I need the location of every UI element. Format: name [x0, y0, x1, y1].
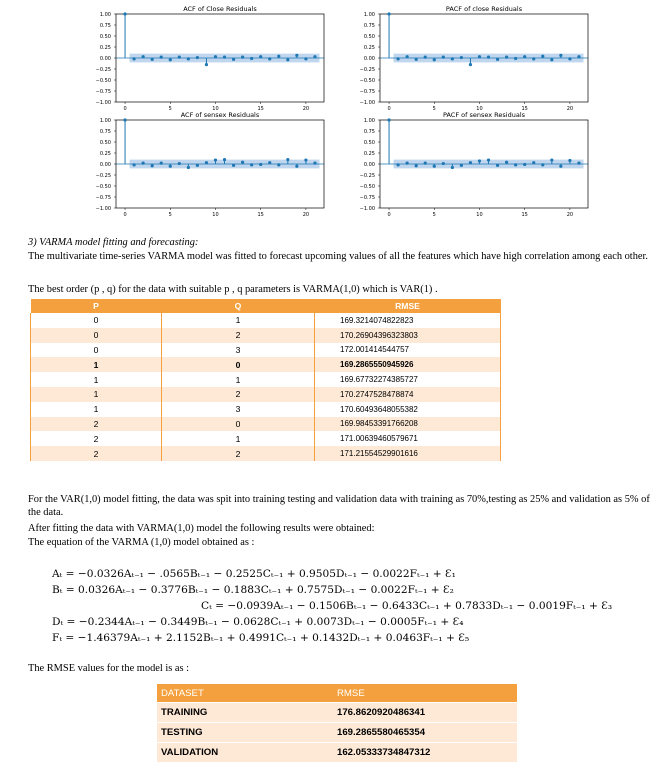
lag-marker	[223, 158, 226, 161]
lag-marker	[151, 164, 154, 167]
y-tick-label: 0.50	[99, 33, 111, 40]
lag-marker	[304, 57, 307, 60]
lag-marker	[532, 57, 535, 60]
lag-marker	[151, 58, 154, 61]
table-row	[31, 431, 501, 446]
table-row	[157, 723, 517, 743]
lag-marker	[577, 162, 580, 165]
lag-marker	[541, 163, 544, 166]
lag-marker	[304, 158, 307, 161]
paragraph-rmse-intro: The RMSE values for the model is as :	[28, 663, 190, 674]
lag-marker	[286, 58, 289, 61]
y-tick-label: 1.00	[363, 11, 375, 18]
dataset-name: VALIDATION	[157, 743, 333, 763]
x-tick-label: 15	[257, 106, 264, 112]
equation-d: Dₜ = −0.2344Aₜ₋₁ − 0.3449Bₜ₋₁ − 0.0628Cₜ₋₁ + 0.0073Dₜ₋₁ − 0.0005Fₜ₋₁ + Ɛ₄	[52, 616, 464, 628]
rmse-cell: 170.2747528478874	[315, 387, 501, 402]
dataset-rmse: 162.05333734847312	[333, 743, 517, 763]
lag-marker	[232, 58, 235, 61]
lag-marker	[295, 54, 298, 57]
lag-marker	[433, 58, 436, 61]
lag-marker	[387, 12, 390, 15]
lag-marker	[277, 55, 280, 58]
y-tick-label: −0.75	[95, 88, 111, 95]
lag-marker	[550, 58, 553, 61]
x-tick-label: 20	[566, 212, 574, 218]
q-cell: 1	[162, 431, 315, 446]
lag-marker	[223, 56, 226, 59]
y-tick-label: 0.75	[363, 22, 375, 29]
rmse-cell: 170.60493648055382	[315, 402, 501, 417]
equation-c: Cₜ = −0.0939Aₜ₋₁ − 0.1506Bₜ₋₁ − 0.6433Cₜ₋₁ + 0.7833Dₜ₋₁ − 0.0019Fₜ₋₁ + Ɛ₃	[201, 600, 613, 612]
y-tick-label: −1.00	[359, 205, 375, 212]
lag-marker	[313, 162, 316, 165]
y-tick-label: 0.25	[99, 44, 111, 51]
rmse-cell: 169.98453391766208	[315, 417, 501, 432]
lag-marker	[187, 57, 190, 60]
x-tick-label: 0	[123, 106, 127, 112]
dataset-rmse: 169.2865580465354	[333, 723, 517, 743]
lag-marker	[478, 55, 481, 58]
table-row	[157, 743, 517, 763]
lag-marker	[241, 56, 244, 59]
lag-marker	[387, 118, 390, 121]
p-cell: 0	[31, 328, 162, 343]
table-row	[157, 703, 517, 723]
rmse-cell: 169.67732274385727	[315, 372, 501, 387]
chart-title: ACF of Close Residuals	[183, 5, 257, 13]
lag-marker	[250, 163, 253, 166]
lag-marker	[487, 56, 490, 59]
x-tick-label: 15	[521, 212, 528, 218]
q-cell: 2	[162, 387, 315, 402]
rmse-table-header	[157, 684, 517, 703]
x-tick-label: 0	[123, 212, 127, 218]
lag-marker	[196, 164, 199, 167]
table-row	[31, 402, 501, 417]
lag-marker	[132, 163, 135, 166]
lag-marker	[142, 162, 145, 165]
p-cell: 0	[31, 343, 162, 358]
correlogram-panel	[96, 111, 324, 218]
y-tick-label: 0.75	[99, 22, 111, 29]
x-tick-label: 10	[476, 212, 483, 218]
lag-marker	[277, 163, 280, 166]
lag-marker	[187, 166, 190, 169]
rmse-cell: 171.21554529901616	[315, 446, 501, 461]
y-tick-label: 0.00	[363, 55, 375, 62]
order-table-header	[31, 299, 501, 313]
y-tick-label: −0.50	[359, 77, 375, 84]
p-cell: 1	[31, 387, 162, 402]
lag-marker	[577, 55, 580, 58]
lag-marker	[550, 158, 553, 161]
lag-marker	[514, 163, 517, 166]
y-tick-label: 0.25	[363, 44, 375, 51]
y-tick-label: 1.00	[363, 117, 375, 124]
lag-marker	[214, 55, 217, 58]
lag-marker	[487, 158, 490, 161]
p-cell: 1	[31, 372, 162, 387]
lag-marker	[415, 58, 418, 61]
correlogram-figures	[0, 0, 660, 222]
y-tick-label: 0.75	[363, 128, 375, 135]
lag-marker	[232, 164, 235, 167]
correlogram-panel	[360, 5, 588, 112]
lag-marker	[559, 54, 562, 57]
lag-marker	[514, 57, 517, 60]
q-cell: 2	[162, 446, 315, 461]
section-title: 3) VARMA model fitting and forecasting:	[28, 237, 199, 248]
rmse-cell: 172.001414544757	[315, 343, 501, 358]
lag-marker	[460, 164, 463, 167]
paragraph-best-order: The best order (p , q) for the data with suitable p , q parameters is VARMA(1,0) which is VAR(1) .	[28, 284, 438, 295]
lag-marker	[415, 164, 418, 167]
x-tick-label: 5	[168, 212, 172, 218]
lag-marker	[505, 161, 508, 164]
chart-title: ACF of sensex Residuals	[180, 111, 260, 119]
lag-marker	[442, 162, 445, 165]
table-row	[31, 343, 501, 358]
table-row	[31, 313, 501, 328]
y-tick-label: 0.25	[363, 150, 375, 157]
chart-title: PACF of close Residuals	[445, 5, 523, 13]
lag-marker	[396, 163, 399, 166]
lag-marker	[433, 165, 436, 168]
p-cell: 0	[31, 313, 162, 328]
table-row	[31, 328, 501, 343]
lag-marker	[241, 161, 244, 164]
p-cell: 2	[31, 431, 162, 446]
lag-marker	[250, 57, 253, 60]
y-tick-label: 1.00	[99, 117, 111, 124]
lag-marker	[160, 56, 163, 59]
correlogram-panel	[360, 111, 588, 218]
y-tick-label: −1.00	[359, 99, 375, 106]
x-tick-label: 15	[257, 212, 264, 218]
q-cell: 3	[162, 402, 315, 417]
rmse-cell: 169.2865550945926	[315, 357, 501, 372]
x-tick-label: 5	[168, 106, 172, 112]
lag-marker	[442, 56, 445, 59]
header-dataset: DATASET	[157, 684, 333, 703]
table-row	[31, 357, 501, 372]
lag-marker	[568, 57, 571, 60]
y-tick-label: −0.75	[359, 88, 375, 95]
lag-marker	[523, 163, 526, 166]
rmse-cell: 170.26904396323803	[315, 328, 501, 343]
x-tick-label: 10	[212, 106, 219, 112]
lag-marker	[469, 161, 472, 164]
paragraph-split: For the VAR(1,0) model fitting, the data was spit into training testing and validation data with training as 70%,testing as 25% and validation as 5% of the data.	[28, 494, 650, 518]
lag-marker	[286, 158, 289, 161]
y-tick-label: −1.00	[95, 99, 111, 106]
correlogram-svg	[0, 0, 660, 222]
y-tick-label: −0.25	[95, 172, 111, 179]
lag-marker	[505, 56, 508, 59]
lag-marker	[559, 165, 562, 168]
x-tick-label: 0	[387, 212, 391, 218]
y-tick-label: −0.25	[359, 66, 375, 73]
table-row	[31, 372, 501, 387]
lag-marker	[541, 55, 544, 58]
x-tick-label: 15	[521, 106, 528, 112]
lag-marker	[214, 158, 217, 161]
lag-marker	[205, 161, 208, 164]
q-cell: 1	[162, 313, 315, 328]
y-tick-label: 0.75	[99, 128, 111, 135]
x-tick-label: 20	[302, 212, 310, 218]
header-rmse: RMSE	[315, 299, 501, 313]
q-cell: 1	[162, 372, 315, 387]
lag-marker	[460, 56, 463, 59]
p-cell: 1	[31, 357, 162, 372]
p-cell: 2	[31, 446, 162, 461]
order-rmse-table	[30, 299, 501, 461]
x-tick-label: 5	[432, 106, 436, 112]
lag-marker	[496, 58, 499, 61]
y-tick-label: 0.00	[363, 161, 375, 168]
lag-marker	[406, 162, 409, 165]
lag-marker	[142, 55, 145, 58]
equation-a: Aₜ = −0.0326Aₜ₋₁ − .0565Bₜ₋₁ − 0.2525Cₜ₋₁ + 0.9505Dₜ₋₁ − 0.0022Fₜ₋₁ + Ɛ₁	[52, 568, 456, 580]
header-rmse-value: RMSE	[333, 684, 517, 703]
paragraph-intro: The multivariate time-series VARMA model was fitted to forecast upcoming values of all the features which have high correlation among each other.	[28, 251, 648, 262]
lag-marker	[259, 55, 262, 58]
y-tick-label: −0.75	[95, 194, 111, 201]
lag-marker	[295, 165, 298, 168]
lag-marker	[568, 159, 571, 162]
x-tick-label: 20	[302, 106, 310, 112]
lag-marker	[169, 165, 172, 168]
lag-marker	[205, 63, 208, 66]
rmse-table	[157, 684, 517, 763]
lag-marker	[424, 162, 427, 165]
paragraph-equation-intro: The equation of the VARMA (1,0) model obtained as :	[28, 537, 255, 548]
x-tick-label: 10	[476, 106, 483, 112]
lag-marker	[532, 161, 535, 164]
y-tick-label: 0.50	[363, 139, 375, 146]
q-cell: 0	[162, 357, 315, 372]
dataset-rmse: 176.8620920486341	[333, 703, 517, 723]
lag-marker	[406, 55, 409, 58]
table-row	[31, 387, 501, 402]
lag-marker	[178, 56, 181, 59]
y-tick-label: 0.50	[99, 139, 111, 146]
correlogram-panel	[96, 5, 324, 112]
rmse-cell: 171.00639460579671	[315, 431, 501, 446]
y-tick-label: −0.50	[95, 183, 111, 190]
lag-marker	[160, 162, 163, 165]
y-tick-label: −0.25	[359, 172, 375, 179]
equation-b: Bₜ = 0.0326Aₜ₋₁ − 0.3776Bₜ₋₁ − 0.1883Cₜ₋₁ + 0.7575Dₜ₋₁ − 0.0022Fₜ₋₁ + Ɛ₂	[52, 584, 454, 596]
lag-marker	[451, 166, 454, 169]
lag-marker	[469, 63, 472, 66]
lag-marker	[178, 162, 181, 165]
y-tick-label: −0.25	[95, 66, 111, 73]
p-cell: 1	[31, 402, 162, 417]
y-tick-label: −0.75	[359, 194, 375, 201]
lag-marker	[478, 159, 481, 162]
y-tick-label: 0.50	[363, 33, 375, 40]
y-tick-label: −1.00	[95, 205, 111, 212]
lag-marker	[169, 58, 172, 61]
x-tick-label: 10	[212, 212, 219, 218]
y-tick-label: 0.25	[99, 150, 111, 157]
lag-marker	[268, 161, 271, 164]
lag-marker	[313, 55, 316, 58]
q-cell: 2	[162, 328, 315, 343]
y-tick-label: 0.00	[99, 161, 111, 168]
lag-marker	[196, 56, 199, 59]
header-q: Q	[162, 299, 315, 313]
y-tick-label: 1.00	[99, 11, 111, 18]
table-row	[31, 417, 501, 432]
lag-marker	[123, 12, 126, 15]
chart-title: PACF of sensex Residuals	[442, 111, 526, 119]
x-tick-label: 5	[432, 212, 436, 218]
y-tick-label: 0.00	[99, 55, 111, 62]
table-row	[31, 446, 501, 461]
q-cell: 0	[162, 417, 315, 432]
y-tick-label: −0.50	[95, 77, 111, 84]
lag-marker	[132, 57, 135, 60]
lag-marker	[424, 56, 427, 59]
paragraph-results: After fitting the data with VARMA(1,0) model the following results were obtained:	[28, 523, 375, 534]
lag-marker	[396, 57, 399, 60]
dataset-name: TRAINING	[157, 703, 333, 723]
dataset-name: TESTING	[157, 723, 333, 743]
y-tick-label: −0.50	[359, 183, 375, 190]
lag-marker	[523, 55, 526, 58]
x-tick-label: 0	[387, 106, 391, 112]
lag-marker	[259, 163, 262, 166]
lag-marker	[268, 57, 271, 60]
p-cell: 2	[31, 417, 162, 432]
equation-f: Fₜ = −1.46379Aₜ₋₁ + 2.1152Bₜ₋₁ + 0.4991Cₜ₋₁ + 0.1432Dₜ₋₁ + 0.0463Fₜ₋₁ + Ɛ₅	[52, 632, 470, 644]
header-p: P	[31, 299, 162, 313]
lag-marker	[123, 118, 126, 121]
x-tick-label: 20	[566, 106, 574, 112]
rmse-cell: 169.3214074822823	[315, 313, 501, 328]
lag-marker	[496, 164, 499, 167]
q-cell: 3	[162, 343, 315, 358]
lag-marker	[451, 57, 454, 60]
